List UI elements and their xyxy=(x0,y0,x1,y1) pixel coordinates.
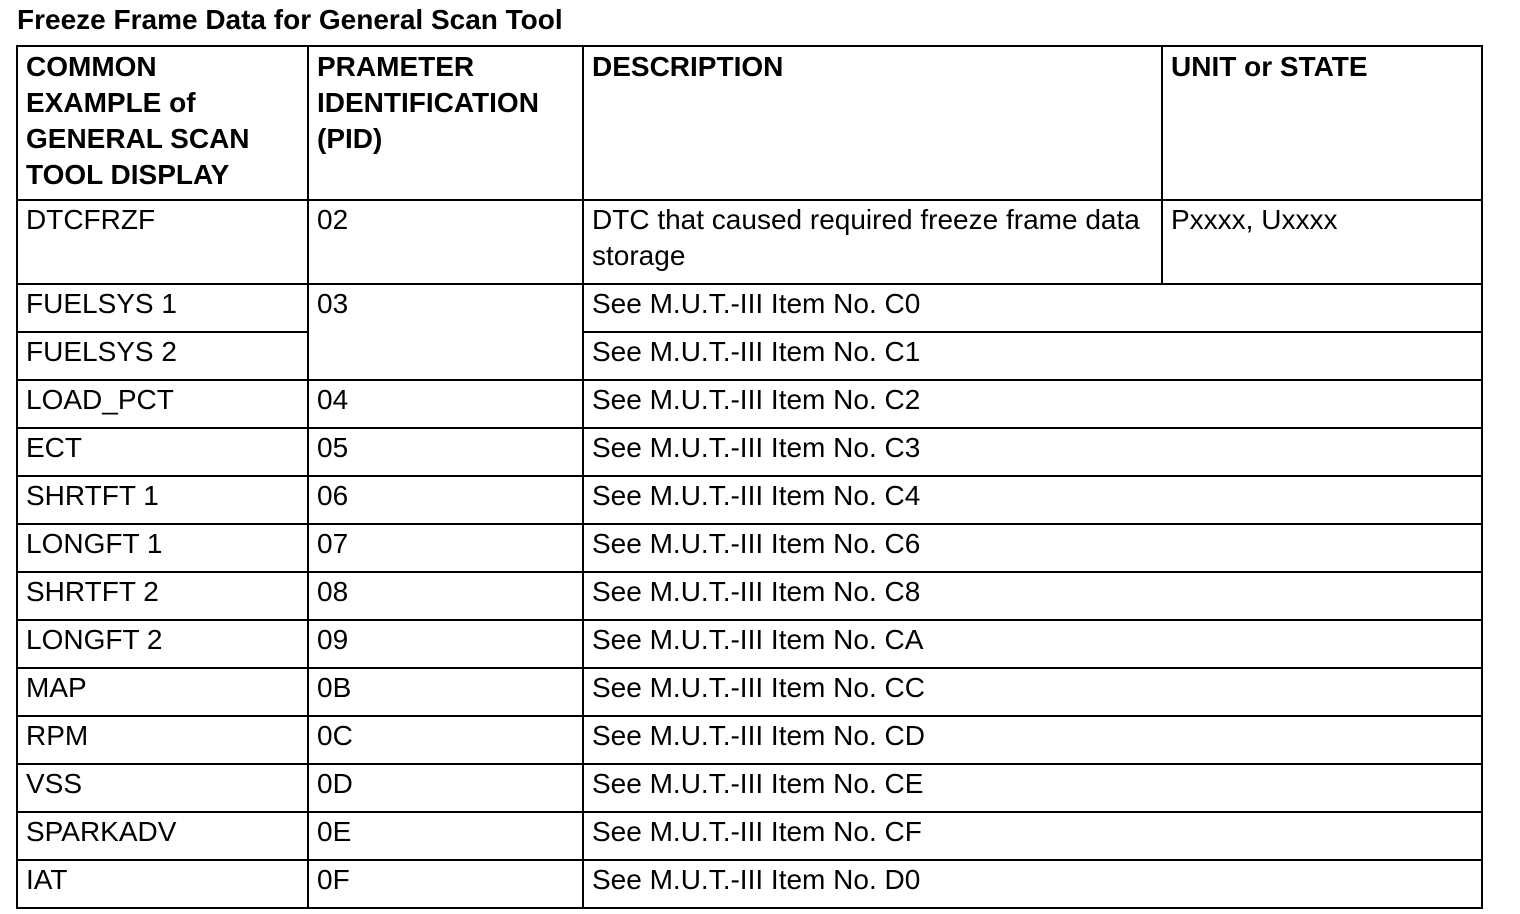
freeze-frame-table xyxy=(16,45,1483,909)
header-description: DESCRIPTION xyxy=(583,46,1162,200)
cell-description: DTC that caused required freeze frame data storage xyxy=(583,200,1162,284)
table-row xyxy=(17,200,1482,284)
cell-pid: 03 xyxy=(308,284,583,380)
cell-description: See M.U.T.-III Item No. C2 xyxy=(583,380,1482,428)
cell-display: FUELSYS 2 xyxy=(17,332,308,380)
cell-pid: 08 xyxy=(308,572,583,620)
cell-display: SHRTFT 2 xyxy=(17,572,308,620)
table-row xyxy=(17,284,1482,332)
table-row xyxy=(17,572,1482,620)
cell-display: LOAD_PCT xyxy=(17,380,308,428)
cell-display: FUELSYS 1 xyxy=(17,284,308,332)
cell-display: IAT xyxy=(17,860,308,908)
cell-pid: 0B xyxy=(308,668,583,716)
cell-pid: 0F xyxy=(308,860,583,908)
cell-description: See M.U.T.-III Item No. CA xyxy=(583,620,1482,668)
cell-description: See M.U.T.-III Item No. C4 xyxy=(583,476,1482,524)
table-row xyxy=(17,620,1482,668)
cell-pid: 07 xyxy=(308,524,583,572)
cell-description: See M.U.T.-III Item No. CD xyxy=(583,716,1482,764)
table-row xyxy=(17,332,1482,380)
cell-pid: 0C xyxy=(308,716,583,764)
cell-description: See M.U.T.-III Item No. C3 xyxy=(583,428,1482,476)
cell-description: See M.U.T.-III Item No. CC xyxy=(583,668,1482,716)
cell-description: See M.U.T.-III Item No. C0 xyxy=(583,284,1482,332)
cell-pid: 09 xyxy=(308,620,583,668)
cell-pid: 02 xyxy=(308,200,583,284)
cell-display: LONGFT 2 xyxy=(17,620,308,668)
header-unit: UNIT or STATE xyxy=(1162,46,1482,200)
table-row xyxy=(17,716,1482,764)
page-title: Freeze Frame Data for General Scan Tool xyxy=(17,4,563,35)
header-display: COMMON EXAMPLE of GENERAL SCAN TOOL DISPLAY xyxy=(17,46,308,200)
cell-pid: 0E xyxy=(308,812,583,860)
table-row xyxy=(17,764,1482,812)
cell-unit: Pxxxx, Uxxxx xyxy=(1162,200,1482,284)
cell-description: See M.U.T.-III Item No. C1 xyxy=(583,332,1482,380)
table-row xyxy=(17,668,1482,716)
cell-display: RPM xyxy=(17,716,308,764)
cell-description: See M.U.T.-III Item No. CF xyxy=(583,812,1482,860)
cell-display: ECT xyxy=(17,428,308,476)
cell-display: VSS xyxy=(17,764,308,812)
cell-description: See M.U.T.-III Item No. D0 xyxy=(583,860,1482,908)
header-pid: PRAMETER IDENTIFICATION (PID) xyxy=(308,46,583,200)
cell-description: See M.U.T.-III Item No. C8 xyxy=(583,572,1482,620)
cell-pid: 04 xyxy=(308,380,583,428)
table-row xyxy=(17,860,1482,908)
cell-display: LONGFT 1 xyxy=(17,524,308,572)
cell-pid: 05 xyxy=(308,428,583,476)
table-row xyxy=(17,380,1482,428)
cell-pid: 0D xyxy=(308,764,583,812)
cell-display: DTCFRZF xyxy=(17,200,308,284)
cell-display: SHRTFT 1 xyxy=(17,476,308,524)
cell-description: See M.U.T.-III Item No. C6 xyxy=(583,524,1482,572)
table-row xyxy=(17,812,1482,860)
table-row xyxy=(17,428,1482,476)
table-row xyxy=(17,524,1482,572)
cell-description: See M.U.T.-III Item No. CE xyxy=(583,764,1482,812)
cell-pid: 06 xyxy=(308,476,583,524)
table-row xyxy=(17,476,1482,524)
cell-display: MAP xyxy=(17,668,308,716)
cell-display: SPARKADV xyxy=(17,812,308,860)
table-header-row xyxy=(17,46,1482,200)
